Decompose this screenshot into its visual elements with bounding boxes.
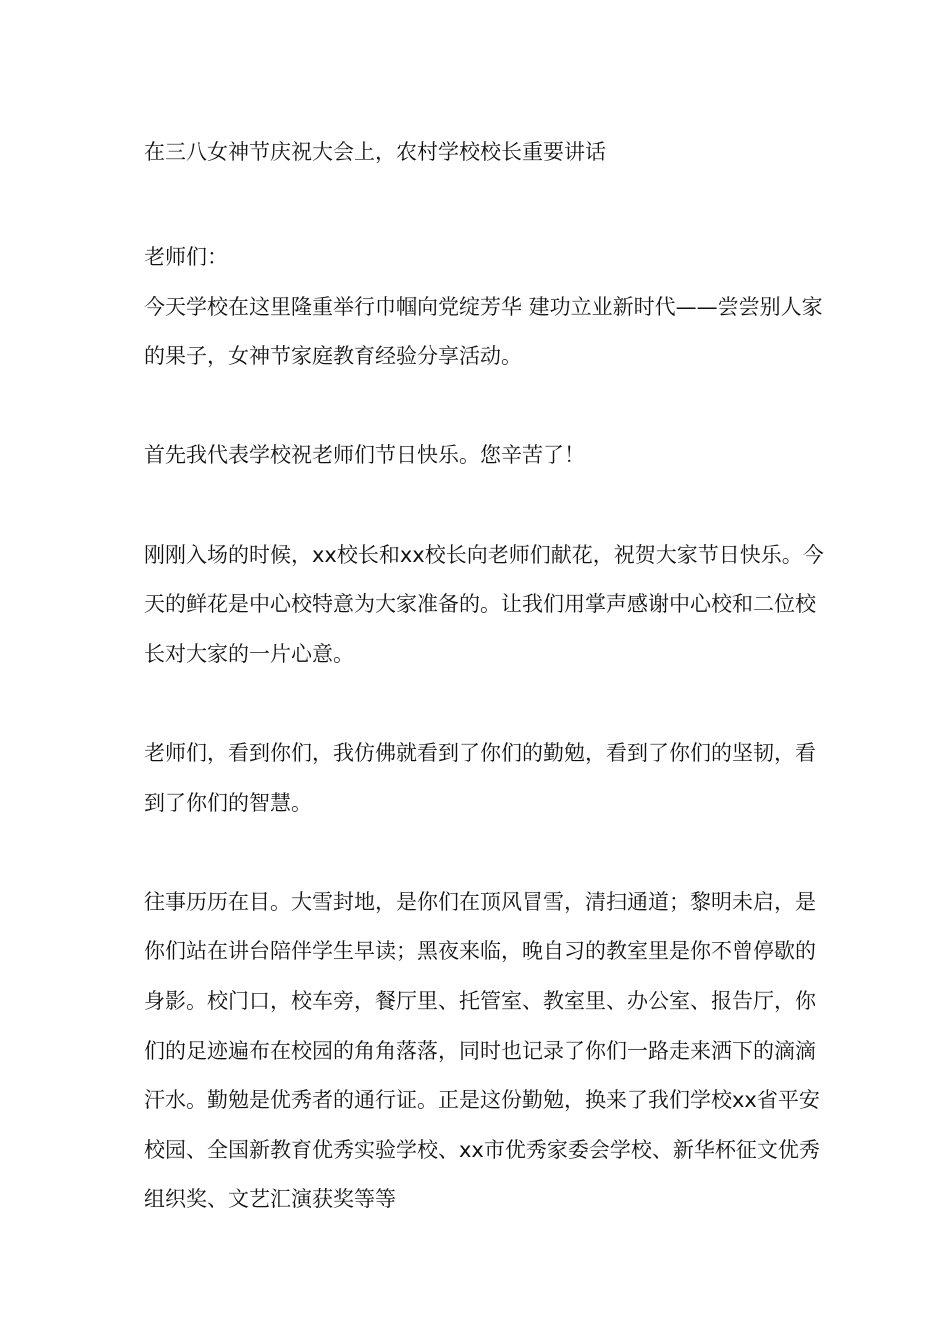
paragraph-flowers: 刚刚入场的时候，xx校长和xx校长向老师们献花，祝贺大家节日快乐。今天的鲜花是中心校特意为大家准备的。让我们用掌声感谢中心校和二位校长对大家的一片心意。 (144, 542, 824, 666)
paragraph-virtues: 老师们，看到你们，我仿佛就看到了你们的勤勉，看到了你们的坚韧，看到了你们的智慧。 (144, 740, 816, 815)
salutation: 老师们： (144, 245, 228, 269)
paragraph-activity: 今天学校在这里隆重举行巾帼向党绽芳华 建功立业新时代——尝尝别人家的果子，女神节家庭教育经验分享活动。 (144, 294, 823, 369)
paragraph-greeting: 首先我代表学校祝老师们节日快乐。您辛苦了！ (144, 443, 585, 468)
paragraph-memories: 往事历历在目。大雪封地，是你们在顶风冒雪，清扫通道；黎明未启，是你们站在讲台陪伴学生早读；黑夜来临，晚自习的教室里是你不曾停歇的身影。校门口，校车旁，餐厅里、托管室、教室里、办公室、报告厅，你们的足迹遍布在校园的角角落落，同时也记录了你们一路走来洒下的滴滴汗水。勤勉是优秀者的通行证。正是这份勤勉，换来了我们学校xx省平安校园、全国新教育优秀实验学校、xx市优秀家委会学校、新华杯征文优秀组织奖、文艺汇演获奖等等 (144, 889, 820, 1212)
page-title: 在三八女神节庆祝大会上，农村学校校长重要讲话 (144, 140, 606, 164)
document-body (144, 233, 824, 1225)
